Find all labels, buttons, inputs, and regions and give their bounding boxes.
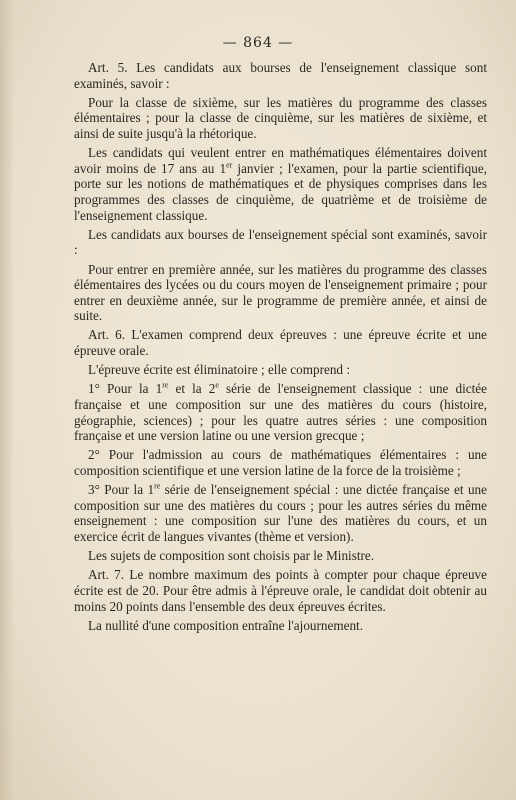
paragraph-epreuve-ecrite: L'épreuve écrite est éliminatoire ; elle comprend : [88,362,350,378]
paragraph-premiere-annee: Pour entrer en première année, sur les matières du programme des classes élémentaires des lycées ou du cours moyen de l'enseignement primaire ; pour entrer en deuxième année, sur le programme de première année, et ainsi de suite. [74,261,487,324]
paragraph-item-1: 1° Pour la 1re et la 2e série de l'enseignement classique : une dictée française et une composition sur une des matières du cours (histoire, géographie, sciences) ; pour les quatre autres séries : une composition française et une version latine ou une version grecque ; [74,381,487,444]
paragraph-item-3: 3° Pour la 1re série de l'enseignement spécial : une dictée française et une composition sur une des matières du cours ; pour les autres séries du même enseignement : une composition sur l'une des matières du cours, et un exercice écrit de langues vivantes (thème et version). [74,481,487,544]
paragraph-nullite: La nullité d'une composition entraîne l'ajournement. [88,617,364,633]
paragraph-classique-programme: Pour la classe de sixième, sur les matières du programme des classes élémentaires ; pour la classe de cinquième, sur les matières de sixième, et ainsi de suite jusqu'à la rhétorique. [74,94,487,141]
page-fold-shadow [0,0,14,800]
body-text [74,60,487,637]
paragraph-sujets: Les sujets de composition sont choisis par le Ministre. [88,548,375,564]
paragraph-art5: Art. 5. Les candidats aux bourses de l'enseignement classique sont examinés, savoir : [74,60,487,91]
paragraph-art7: Art. 7. Le nombre maximum des points à compter pour chaque épreuve écrite est de 20. Pour être admis à l'épreuve orale, le candidat doit obtenir au moins 20 points dans l'ensemble des deux épreuves écrites. [74,567,487,614]
page-number: — 864 — [222,35,294,51]
paragraph-art6: Art. 6. L'examen comprend deux épreuves : une épreuve écrite et une épreuve orale. [74,327,487,359]
paragraph-item-2: 2° Pour l'admission au cours de mathématiques élémentaires : une composition scientifique et une version latine de la force de la troisième ; [74,447,487,478]
paragraph-special: Les candidats aux bourses de l'enseignement spécial sont examinés, savoir : [74,226,487,258]
paragraph-mathematiques: Les candidats qui veulent entrer en mathématiques élémentaires doivent avoir moins de 17 ans au 1er janvier ; l'examen, pour la partie scientifique, porte sur les notions de mathématiques et de physiques comprises dans les programmes des classes de cinquième, de quatrième et de troisième de l'enseignement classique. [74,145,487,223]
